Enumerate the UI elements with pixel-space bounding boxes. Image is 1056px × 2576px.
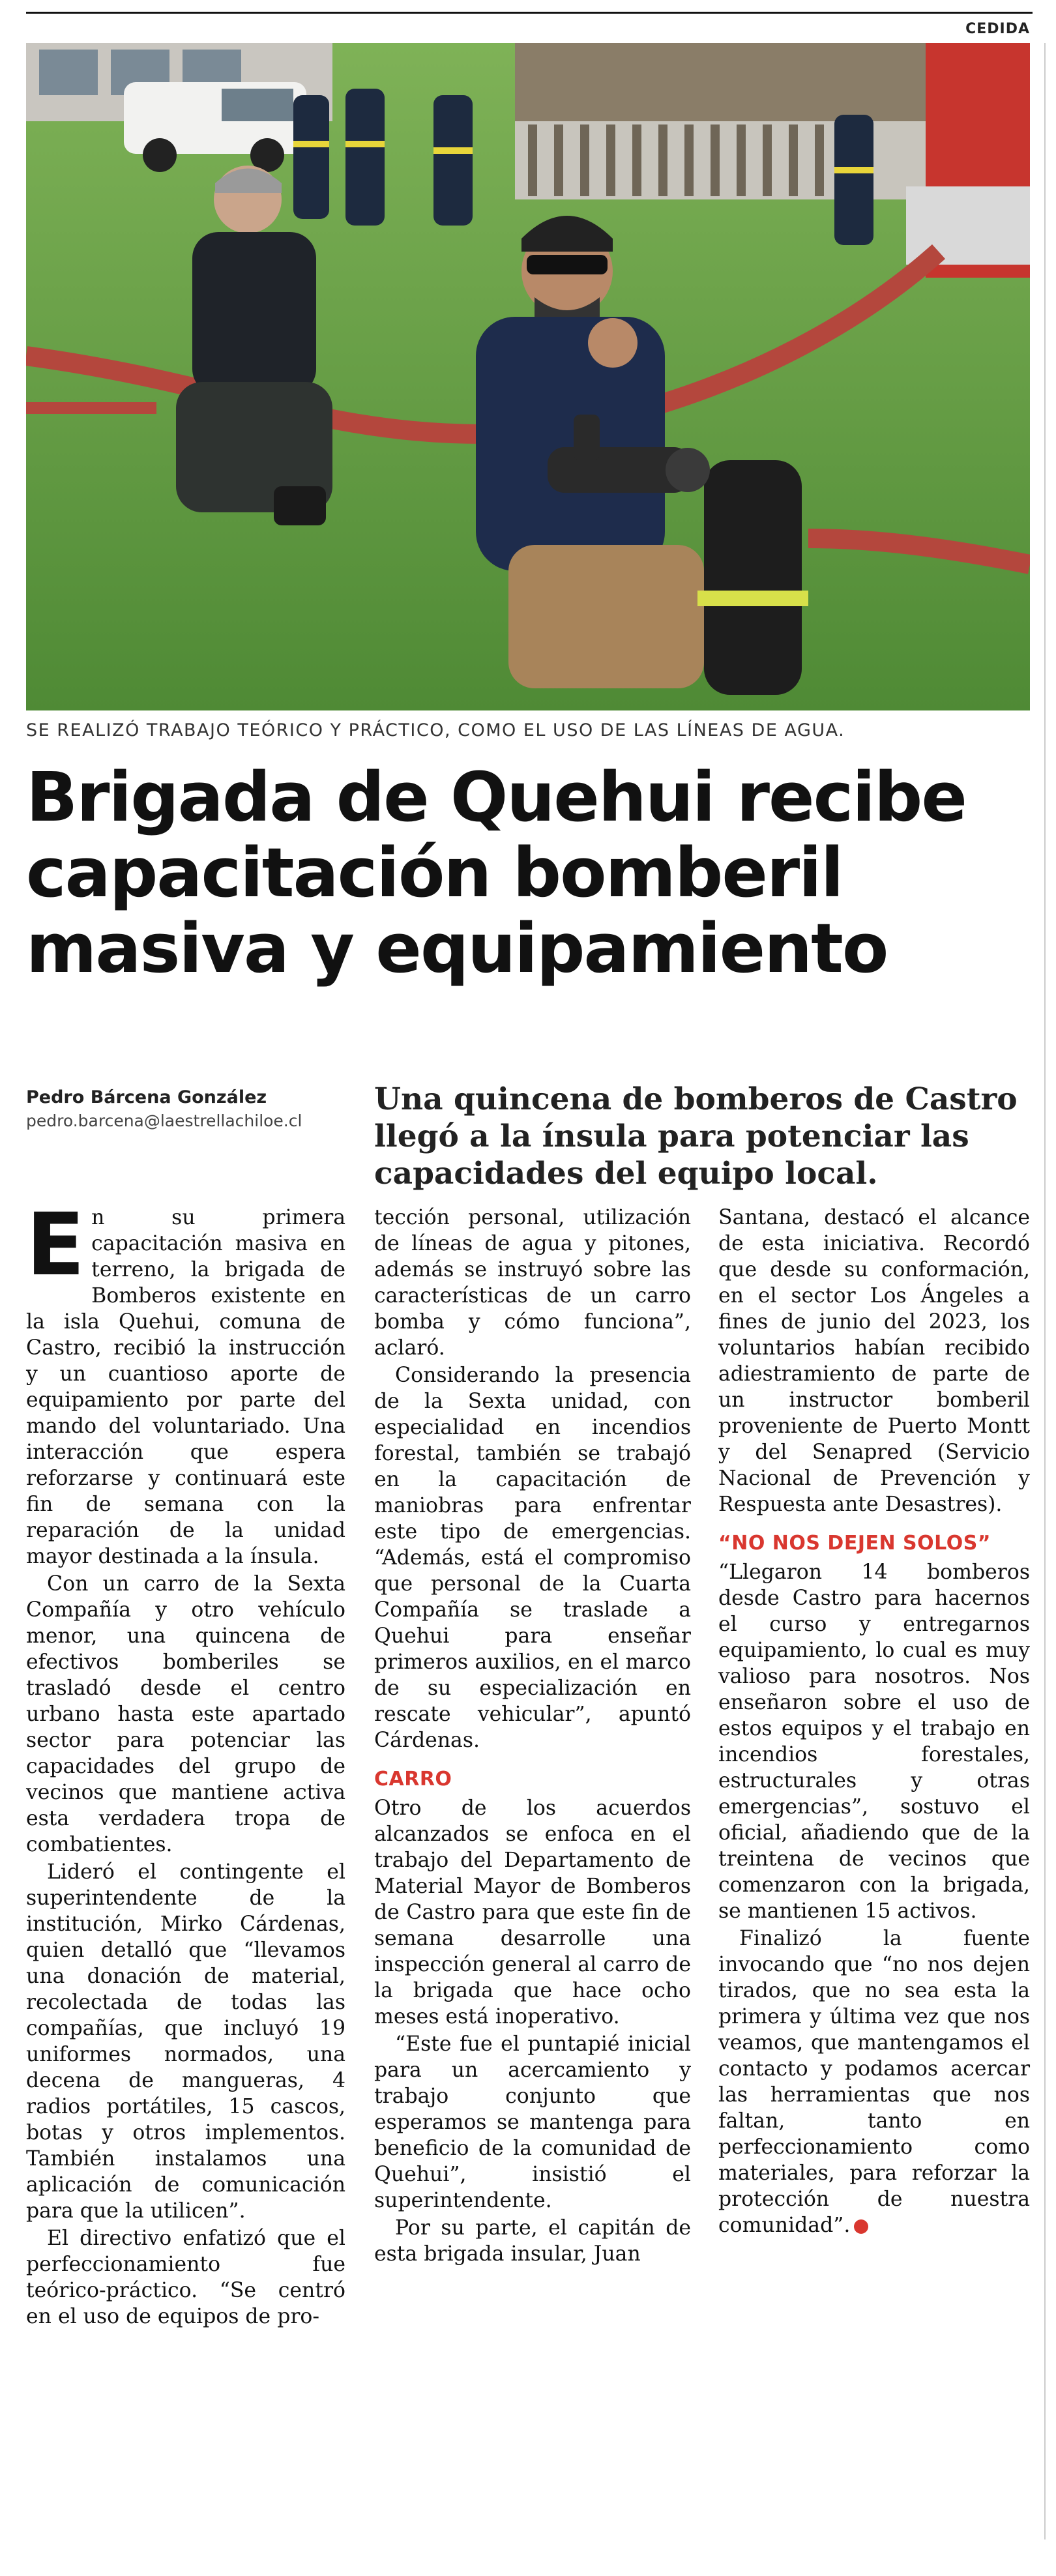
- news-photo: [26, 43, 1030, 710]
- body-paragraph: Con un carro de la Sexta Compañía y otro vehículo menor, una quincena de efectivos bomberiles se trasladó desde el centro urbano hasta este apartado sector para potenciar las capacidades del grupo de vecinos que mantiene activa esta verdadera tropa de combatientes.: [26, 1572, 345, 1856]
- body-text: n su primera capacitación masiva en terreno, la brigada de Bomberos existente en la isla Quehui, comuna de Castro, recibió la instrucción y un cuantioso aporte de equipamiento por parte del mando del voluntariado. Una interacción que espera reforzarse y continuará este fin de semana con la reparación de la unidad mayor destinada a la ínsula.: [26, 1206, 345, 1568]
- author-email: pedro.barcena@laestrellachiloe.cl: [26, 1111, 302, 1130]
- section-subhead: CARRO: [374, 1768, 452, 1791]
- circle-end-icon: ✪: [854, 2219, 868, 2234]
- page-header: [26, 12, 1033, 39]
- body-text: Finalizó la fuente invocando que “no nos dejen tirados, que no sea esta la primera y última vez que nos veamos, que mantengamos el contacto y podamos acercar las herramientas que nos faltan, tanto en perfeccionamiento como materiales, para reforzar la protección de nuestra comunidad”.: [718, 1927, 1030, 2237]
- headline-line-2: capacitación bomberil: [26, 833, 843, 913]
- body-paragraph: [26, 1195, 345, 1570]
- top-rule: [26, 12, 1033, 14]
- body-paragraph: El directivo enfatizó que el perfeccionamiento fue teórico-práctico. “Se centró en el uso de equipos de pro-: [26, 2227, 345, 2328]
- headline-line-3: masiva y equipamiento: [26, 909, 888, 988]
- body-paragraph: tección personal, utilización de líneas de agua y pitones, además se instruyó sobre las características de un carro bomba y cómo funciona”, aclaró.: [374, 1206, 691, 1360]
- body-paragraph: Otro de los acuerdos alcanzados se enfoca en el trabajo del Departamento de Material Mayor de Bomberos de Castro para que este fin de semana desarrolle una inspección general al carro de la brigada que hace ocho meses está inoperativo.: [374, 1796, 691, 2028]
- body-column-3: [718, 1205, 1030, 2240]
- photo-credit: CEDIDA: [965, 21, 1030, 37]
- body-paragraph: [718, 1925, 1030, 2238]
- drop-cap: E: [26, 1195, 85, 1295]
- column-rule: [1044, 43, 1046, 2539]
- body-column-1: [26, 1195, 345, 2331]
- article-headline: [26, 759, 1043, 986]
- body-paragraph: “Este fue el puntapié inicial para un acercamiento y trabajo conjunto que esperamos se mantenga para beneficio de la comunidad de Quehui”, insistió el superintendente.: [374, 2032, 691, 2212]
- byline: [26, 1087, 365, 1130]
- body-paragraph: Lideró el contingente el superintendente de la institución, Mirko Cárdenas, quien detalló que “llevamos una donación de material, recolectada de todas las compañías, que incluyó 19 uniformes normados, una decena de mangueras, 4 radios portátiles, 15 cascos, botas y otros implementos. También instalamos una aplicación de comunicación para que la utilicen”.: [26, 1860, 345, 2223]
- body-paragraph: Santana, destacó el alcance de esta iniciativa. Recordó que desde su conformación, en el sector Los Ángeles a fines de junio del 2023, los voluntarios habían recibido adiestramiento de parte de un instructor bomberil proveniente de Puerto Montt y del Senapred (Servicio Nacional de Prevención y Respuesta ante Desastres).: [718, 1206, 1030, 1516]
- body-paragraph: “Llegaron 14 bomberos desde Castro para hacernos el curso y entregarnos equipamiento, lo cual es muy valioso para nosotros. Nos enseñaron sobre el uso de estos equipos y el trabajo en incendios forestales, estructurales y otras emergencias”, sostuvo el oficial, añadiendo que de la treintena de vecinos que comenzaron con la brigada, se mantienen 15 activos.: [718, 1560, 1030, 1923]
- section-subhead: “NO NOS DEJEN SOLOS”: [718, 1532, 991, 1555]
- author-name: Pedro Bárcena González: [26, 1087, 267, 1107]
- body-paragraph: Por su parte, el capitán de esta brigada insular, Juan: [374, 2216, 691, 2266]
- headline-line-1: Brigada de Quehui recibe: [26, 757, 966, 837]
- photo-caption: SE REALIZÓ TRABAJO TEÓRICO Y PRÁCTICO, COMO EL USO DE LAS LÍNEAS DE AGUA.: [26, 720, 845, 740]
- body-paragraph: Considerando la presencia de la Sexta unidad, con especialidad en incendios forestal, también se trabajó en la capacitación de maniobras para enfrentar este tipo de emergencias. “Además, está el compromiso que personal de la Cuarta Compañía se traslade a Quehui para enseñar primeros auxilios, en el marco de su especialización en rescate vehicular”, apuntó Cárdenas.: [374, 1364, 691, 1752]
- firefighters-training-illustration: [26, 43, 1030, 710]
- article-deck: Una quincena de bomberos de Castro llegó a la ínsula para potenciar las capacidades del equipo local.: [374, 1081, 1018, 1192]
- body-column-2: [374, 1205, 691, 2268]
